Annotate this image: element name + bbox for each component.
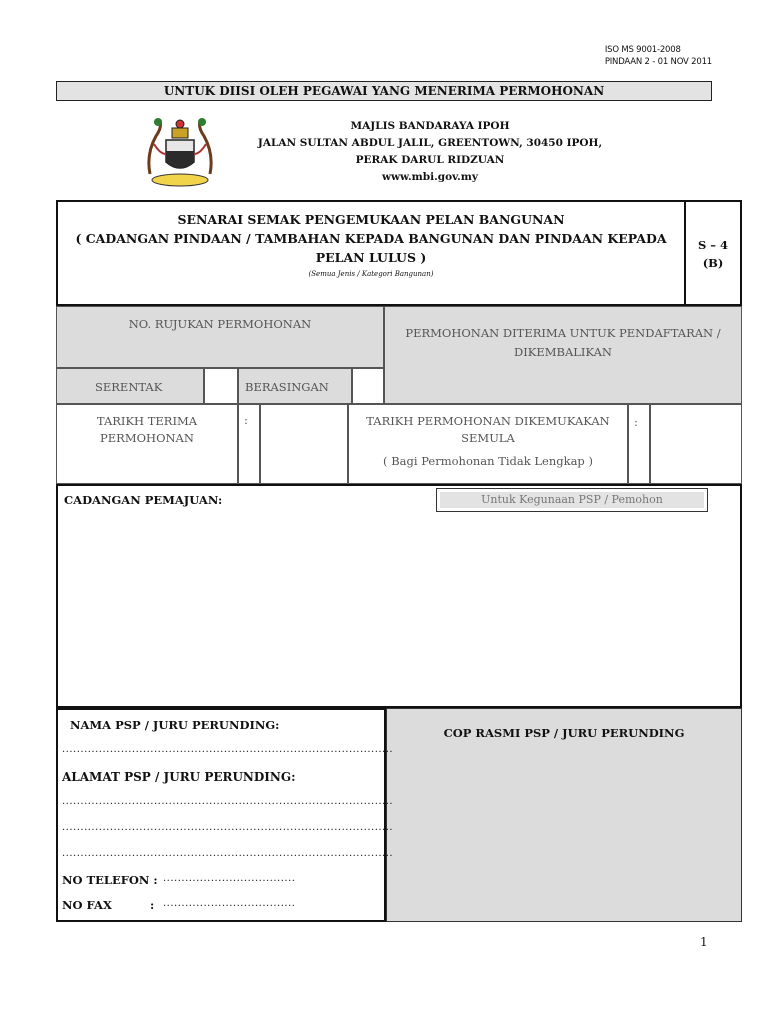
form-code-variant: (B) (702, 256, 724, 270)
proposal-box[interactable] (56, 484, 742, 708)
form-title (58, 202, 684, 304)
ref-no-label: NO. RUJUKAN PERMOHONAN (128, 317, 312, 331)
consultant-address-field-2[interactable]: .......................................................................................... (62, 822, 394, 833)
serentak-checkbox[interactable] (204, 368, 238, 404)
form-code (684, 202, 740, 304)
consultant-name-field[interactable]: .......................................................................................... (62, 744, 394, 755)
consultant-name-label: NAMA PSP / JURU PERUNDING: (70, 718, 280, 732)
serentak-label: SERENTAK (95, 380, 163, 394)
tarikh-semula-field[interactable] (650, 404, 742, 484)
berasingan-cell (238, 368, 352, 404)
proposal-label: CADANGAN PEMAJUAN: (64, 493, 223, 507)
organization-block (240, 118, 620, 186)
form-title-line2: ( CADANGAN PINDAAN / TAMBAHAN KEPADA BANGUNAN DAN PINDAAN KEPADA PELAN LULUS ) (75, 231, 667, 265)
page-number: 1 (700, 935, 708, 949)
tarikh-semula-cell (348, 404, 628, 484)
ref-no-cell (56, 306, 384, 368)
tarikh-terima-colon: : (238, 404, 260, 484)
org-website: www.mbi.gov.my (381, 171, 479, 183)
tidak-lengkap-note: ( Bagi Permohonan Tidak Lengkap ) (383, 454, 593, 468)
consultant-box (56, 708, 386, 922)
iso-reference (605, 44, 712, 68)
stamp-label: COP RASMI PSP / JURU PERUNDING (443, 726, 685, 740)
fax-colon: : (150, 898, 155, 912)
tarikh-terima-field[interactable] (260, 404, 348, 484)
tarikh-terima-label: TARIKH TERIMA PERMOHONAN (96, 414, 198, 445)
city-council-crest-icon (140, 114, 220, 188)
tarikh-terima-cell (56, 404, 238, 484)
org-address-line2: PERAK DARUL RIDZUAN (355, 154, 505, 166)
serentak-cell (56, 368, 204, 404)
fax-field[interactable]: .................................... (163, 898, 296, 909)
form-title-note: (Semua Jenis / Kategori Bangunan) (308, 270, 434, 278)
berasingan-checkbox[interactable] (352, 368, 384, 404)
fax-label: NO FAX (62, 898, 112, 912)
stamp-box[interactable] (386, 708, 742, 922)
telephone-field[interactable]: .................................... (163, 873, 296, 884)
usage-tag (436, 488, 708, 512)
form-title-line1: SENARAI SEMAK PENGEMUKAAN PELAN BANGUNAN (177, 212, 565, 227)
iso-standard: ISO MS 9001-2008 (604, 45, 681, 55)
form-code-number: S – 4 (697, 238, 729, 252)
officer-banner: UNTUK DIISI OLEH PEGAWAI YANG MENERIMA PERMOHONAN (56, 81, 712, 101)
tarikh-semula-label: TARIKH PERMOHONAN DIKEMUKAKAN SEMULA (366, 414, 610, 445)
consultant-address-label: ALAMAT PSP / JURU PERUNDING: (62, 770, 296, 784)
iso-revision: PINDAAN 2 - 01 NOV 2011 (604, 57, 712, 67)
usage-tag-inner: Untuk Kegunaan PSP / Pemohon (440, 492, 704, 508)
telephone-label: NO TELEFON : (62, 873, 158, 887)
org-address-line1: JALAN SULTAN ABDUL JALIL, GREENTOWN, 30450 IPOH, (257, 137, 603, 149)
consultant-address-field-1[interactable]: .......................................................................................... (62, 796, 394, 807)
tarikh-semula-colon: : (628, 404, 650, 484)
consultant-address-field-3[interactable]: .......................................................................................... (62, 848, 394, 859)
org-name: MAJLIS BANDARAYA IPOH (350, 120, 510, 132)
berasingan-label: BERASINGAN (245, 380, 329, 394)
accepted-label: PERMOHONAN DITERIMA UNTUK PENDAFTARAN / DIKEMBALIKAN (405, 326, 721, 359)
accepted-cell (384, 306, 742, 404)
